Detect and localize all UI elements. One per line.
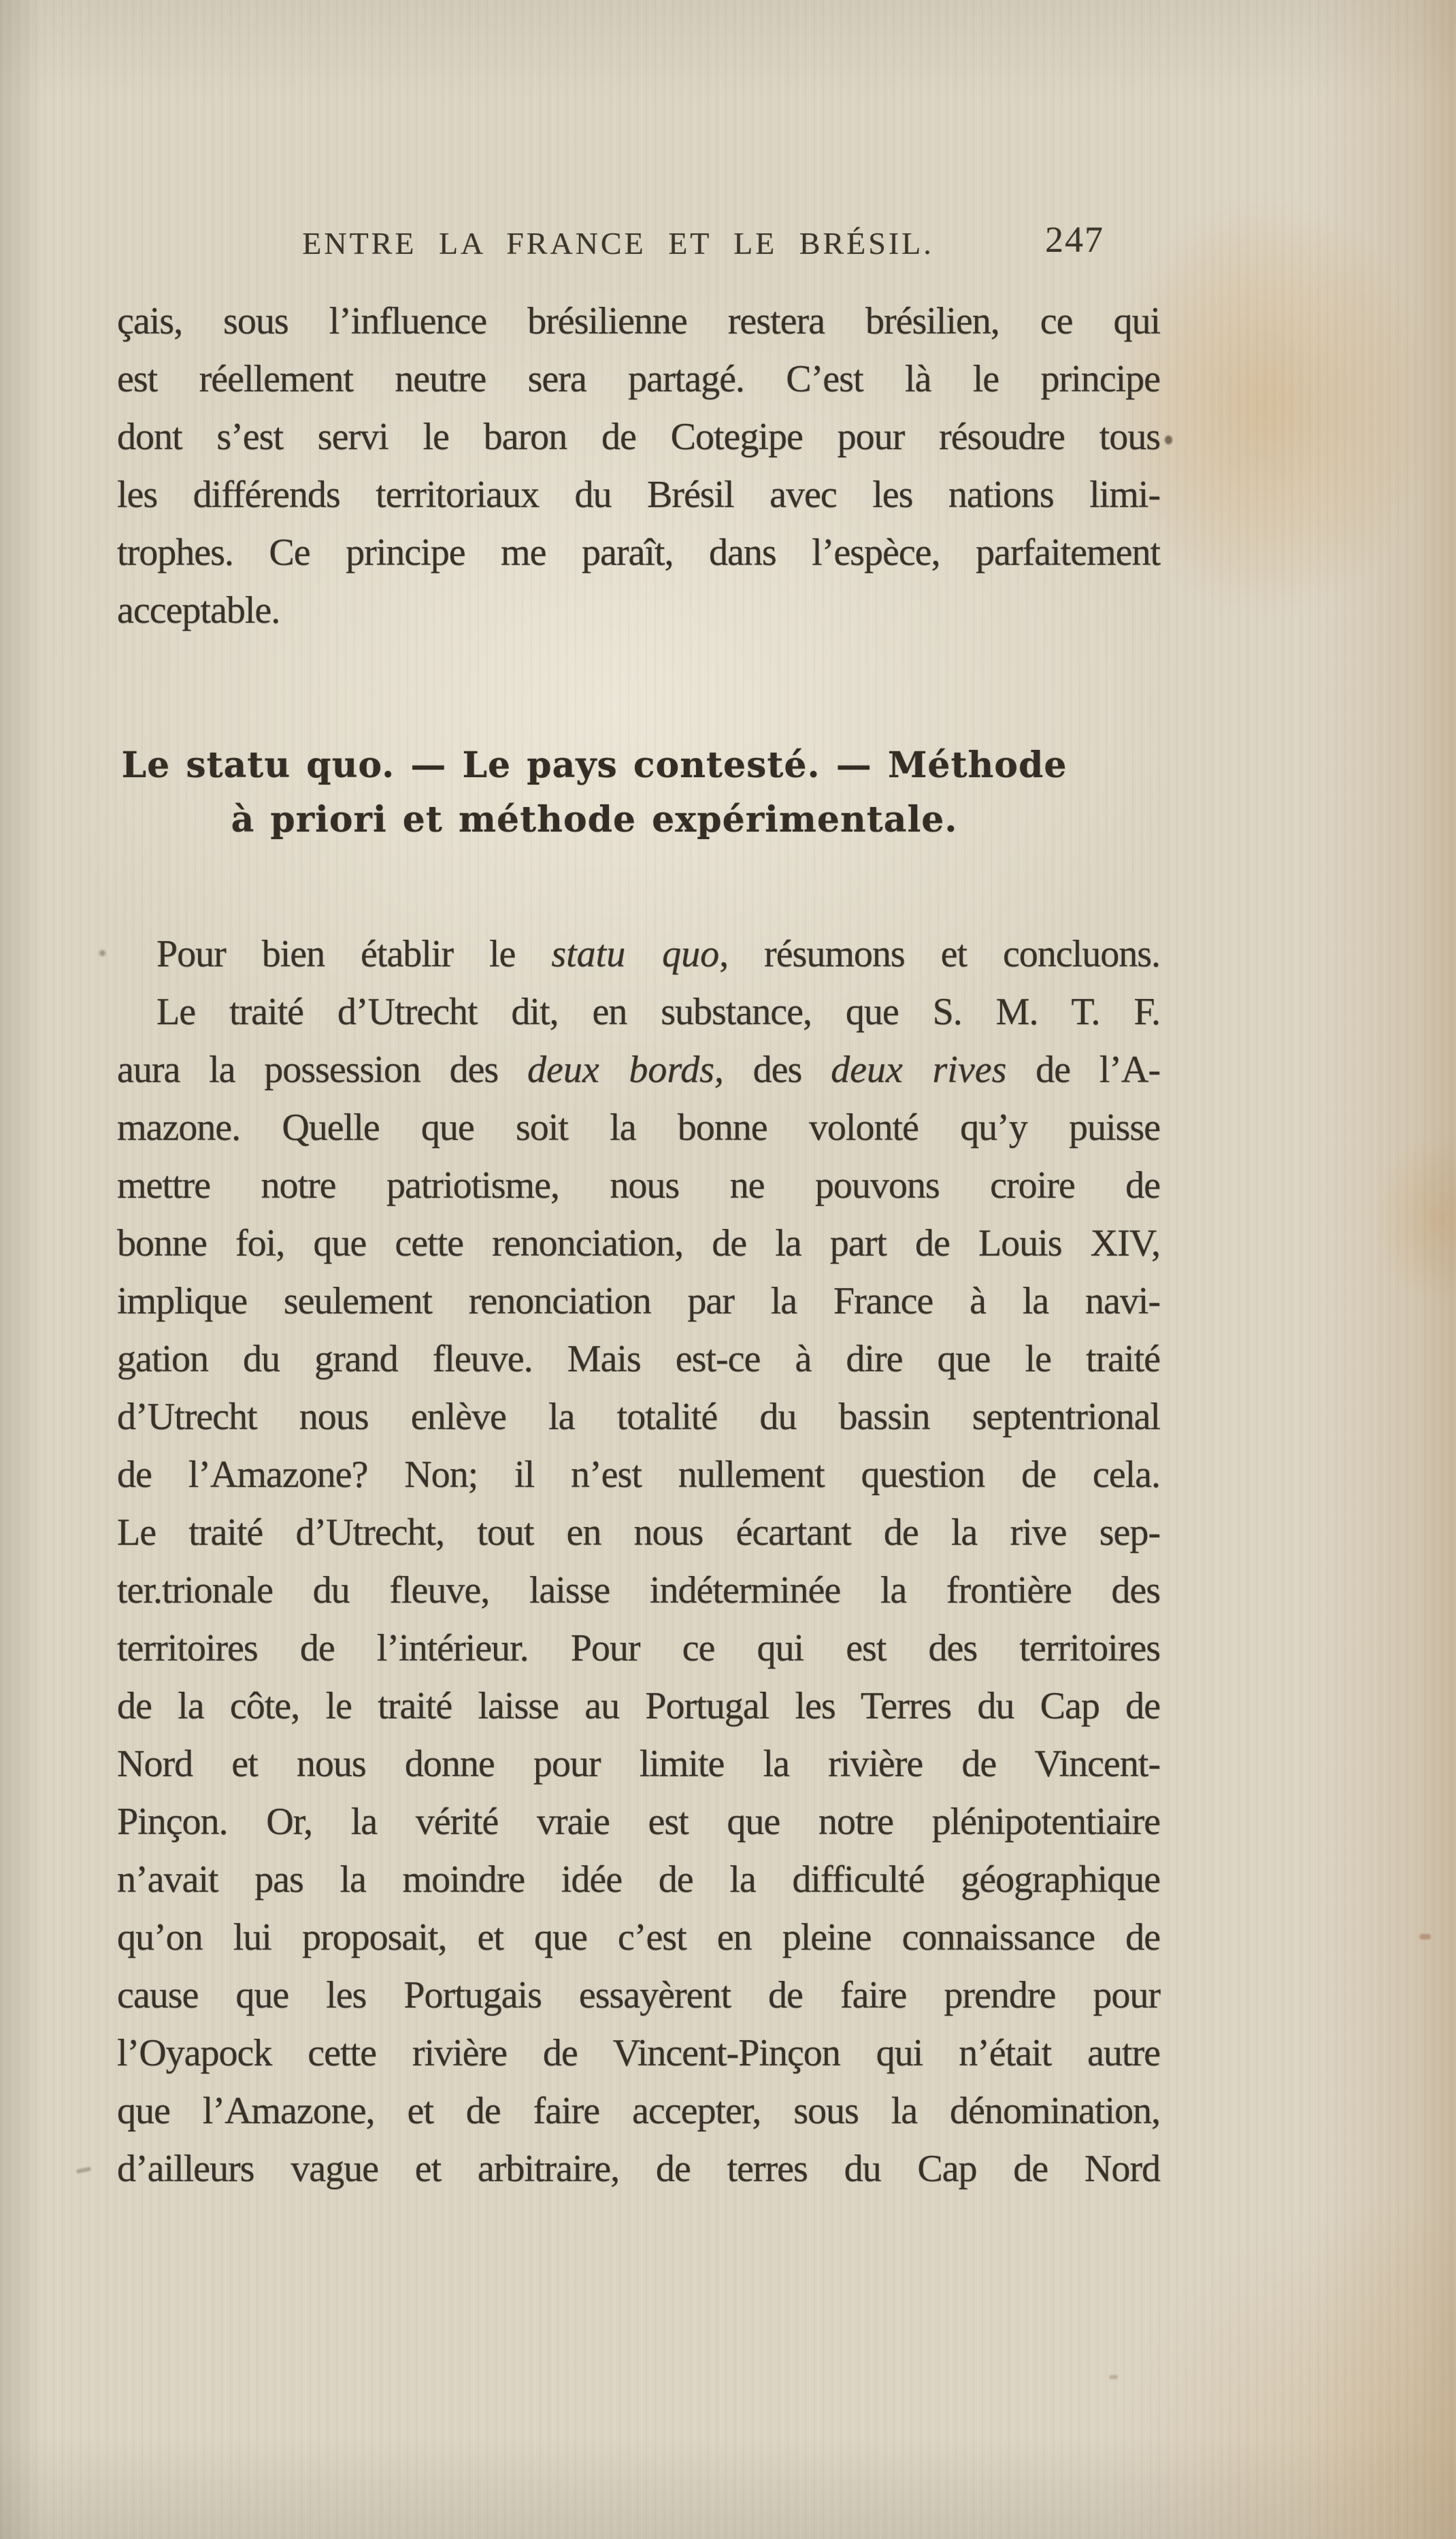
- text-line: [117, 582, 1160, 640]
- italic-text: statu quo: [551, 933, 720, 975]
- text-segment: bonne foi, que cette renonciation, de la part de Louis XIV,: [117, 1222, 1160, 1264]
- ink-speck: [1419, 1934, 1431, 1939]
- text-segment: Le traité d’Utrecht dit, en substance, que S. M. T. F.: [156, 991, 1160, 1033]
- section-heading: [117, 738, 1160, 847]
- text-line: [117, 1967, 1160, 2025]
- text-line: [117, 1620, 1160, 1677]
- page-number: 247: [1045, 219, 1104, 260]
- text-line: [117, 466, 1160, 524]
- text-segment: acceptable.: [117, 589, 280, 632]
- ink-speck: [76, 2167, 92, 2174]
- ink-speck: [1165, 436, 1172, 444]
- text-line: [117, 1446, 1160, 1504]
- text-line: [117, 293, 1160, 350]
- text-line: [117, 1677, 1160, 1735]
- text-line: [117, 1273, 1160, 1330]
- text-line: [117, 2082, 1160, 2140]
- text-segment: que l’Amazone, et de faire accepter, sous la dénomination,: [117, 2090, 1160, 2132]
- text-segment: , résumons et concluons.: [719, 933, 1161, 975]
- text-segment: gation du grand fleuve. Mais est-ce à dire que le traité: [117, 1338, 1160, 1380]
- text-segment: Pour bien établir le: [156, 933, 552, 975]
- text-segment: qu’on lui proposait, et que c’est en pleine connaissance de: [117, 1916, 1160, 1959]
- text-segment: implique seulement renonciation par la France à la navi-: [117, 1280, 1160, 1322]
- text-line: [117, 1099, 1160, 1157]
- text-line: [117, 350, 1160, 408]
- heading-line: [117, 738, 1072, 793]
- italic-text: deux rives: [831, 1049, 1007, 1091]
- text-segment: des: [723, 1049, 831, 1091]
- text-segment: aura la possession des: [117, 1049, 527, 1091]
- text-line: [117, 925, 1160, 983]
- text-segment: trophes. Ce principe me paraît, dans l’espèce, parfaitement: [117, 531, 1160, 574]
- text-segment: Le traité d’Utrecht, tout en nous écartant de la rive sep-: [117, 1511, 1160, 1554]
- text-segment: mazone. Quelle que soit la bonne volonté qu’y puisse: [117, 1107, 1160, 1149]
- text-line: [117, 1735, 1160, 1793]
- text-segment: à priori et méthode expérimentale.: [231, 799, 958, 840]
- text-line: [117, 1504, 1160, 1562]
- text-segment: l’Oyapock cette rivière de Vincent-Pinçon qui n’était autre: [117, 2032, 1160, 2074]
- text-segment: Pinçon. Or, la vérité vraie est que notre plénipotentiaire: [117, 1801, 1160, 1843]
- text-segment: d’ailleurs vague et arbitraire, de terres du Cap de Nord: [117, 2148, 1160, 2190]
- text-line: [117, 524, 1160, 582]
- text-segment: n’avait pas la moindre idée de la difficulté géographique: [117, 1858, 1160, 1901]
- ink-speck: [99, 950, 105, 956]
- text-segment: d’Utrecht nous enlève la totalité du bassin septentrional: [117, 1396, 1160, 1438]
- text-segment: de l’A-: [1006, 1049, 1161, 1091]
- text-segment: Le statu quo. — Le pays contesté. — Méthode: [121, 744, 1068, 786]
- text-line: [117, 1909, 1160, 1967]
- text-line: [117, 2140, 1160, 2198]
- text-segment: territoires de l’intérieur. Pour ce qui est des territoires: [117, 1627, 1160, 1669]
- paragraph-2: [117, 925, 1160, 983]
- running-header: [117, 219, 1160, 263]
- paragraph-1: [117, 293, 1160, 640]
- running-title: ENTRE LA FRANCE ET LE BRÉSIL.: [302, 226, 934, 261]
- text-segment: les différends territoriaux du Brésil avec les nations limi-: [117, 474, 1160, 516]
- main-text: [117, 925, 1160, 2198]
- text-line: [117, 1215, 1160, 1273]
- text-segment: de l’Amazone? Non; il n’est nullement question de cela.: [117, 1454, 1160, 1496]
- text-line: [117, 408, 1160, 466]
- text-segment: dont s’est servi le baron de Cotegipe pour résoudre tous: [117, 416, 1160, 458]
- text-segment: de la côte, le traité laisse au Portugal les Terres du Cap de: [117, 1685, 1160, 1727]
- ink-speck: [1109, 2375, 1118, 2379]
- text-line: [117, 1157, 1160, 1215]
- text-segment: ter.trionale du fleuve, laisse indéterminée la frontière des: [117, 1569, 1160, 1611]
- text-segment: mettre notre patriotisme, nous ne pouvons croire de: [117, 1164, 1160, 1207]
- text-line: [117, 2025, 1160, 2082]
- text-line: [117, 983, 1160, 1041]
- heading-line: [117, 793, 1072, 847]
- paragraph-3: [117, 983, 1160, 2198]
- text-line: [117, 1388, 1160, 1446]
- text-segment: est réellement neutre sera partagé. C’est là le principe: [117, 358, 1160, 400]
- text-segment: Nord et nous donne pour limite la rivière de Vincent-: [117, 1743, 1160, 1785]
- text-segment: cause que les Portugais essayèrent de faire prendre pour: [117, 1974, 1160, 2016]
- text-line: [117, 1793, 1160, 1851]
- text-line: [117, 1330, 1160, 1388]
- text-line: [117, 1562, 1160, 1620]
- text-segment: çais, sous l’influence brésilienne restera brésilien, ce qui: [117, 300, 1160, 342]
- italic-text: deux bords,: [527, 1049, 724, 1091]
- text-line: [117, 1851, 1160, 1909]
- text-line: [117, 1041, 1160, 1099]
